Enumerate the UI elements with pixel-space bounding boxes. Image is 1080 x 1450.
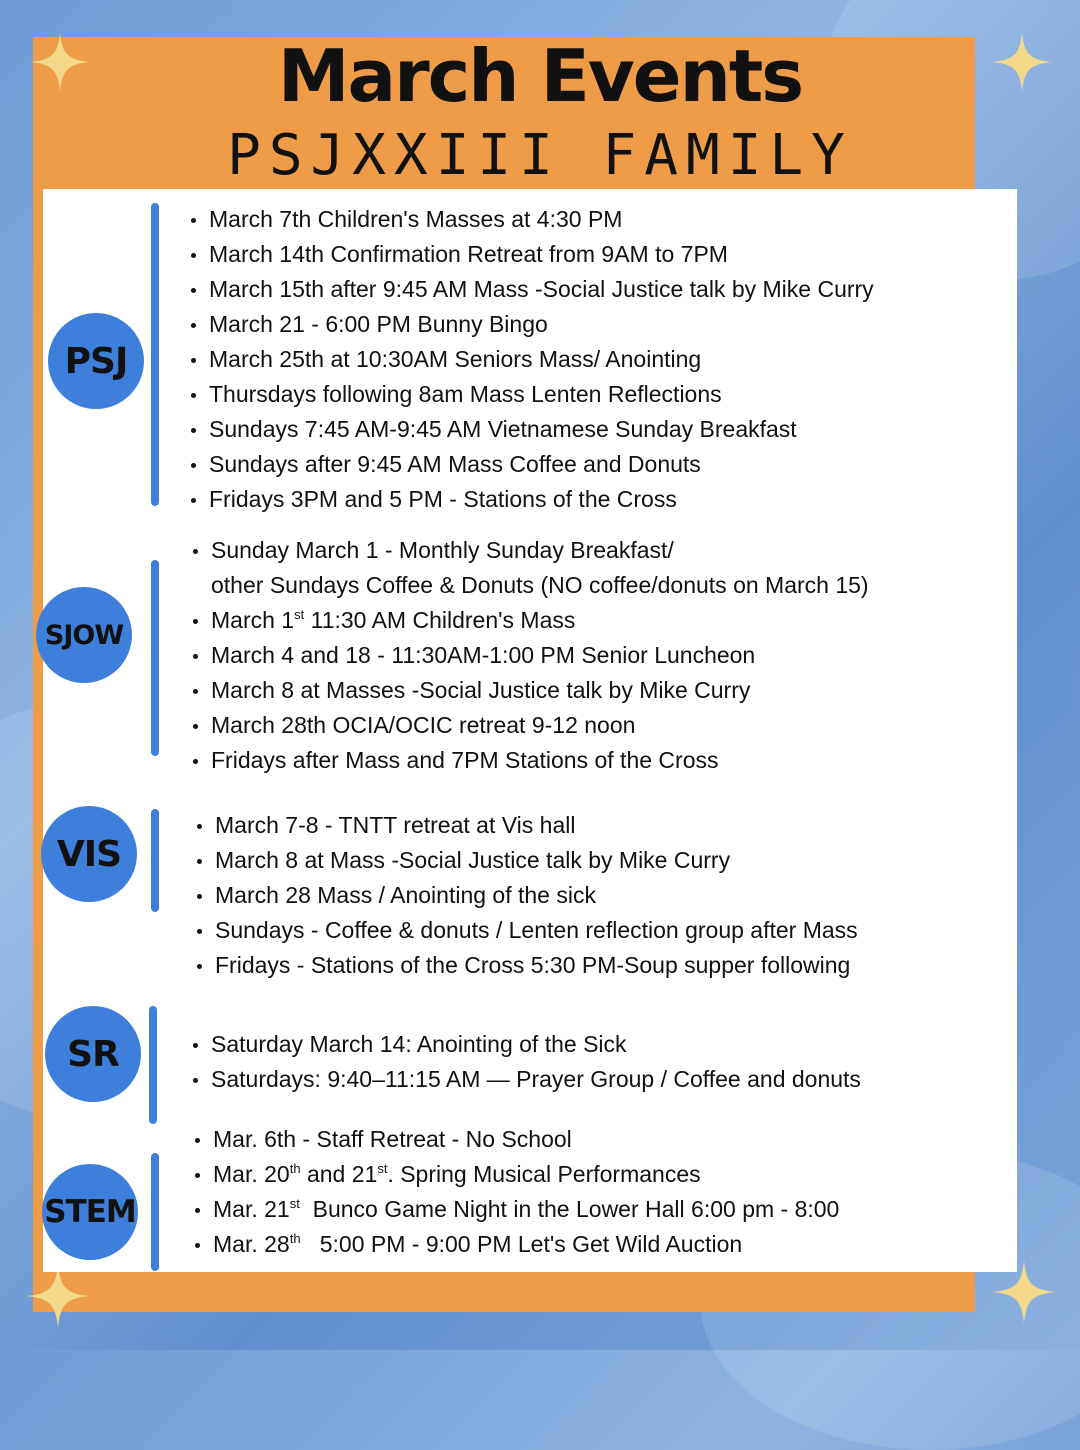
list-item: Fridays - Stations of the Cross 5:30 PM-Soup supper following — [197, 948, 858, 983]
list-item: Saturday March 14: Anointing of the Sick — [193, 1027, 861, 1062]
ordinal-suffix: th — [289, 1161, 301, 1176]
sparkle-star-icon — [24, 1262, 92, 1330]
event-text: . Spring Musical Performances — [387, 1161, 701, 1187]
section-divider — [151, 1153, 159, 1271]
list-item: March 14th Confirmation Retreat from 9AM to 7PM — [191, 237, 874, 272]
section-badge: SJOW — [36, 587, 132, 683]
list-item: Sundays after 9:45 AM Mass Coffee and Donuts — [191, 447, 874, 482]
list-item — [195, 1157, 839, 1192]
section-badge: PSJ — [48, 313, 144, 409]
list-item: March 28th OCIA/OCIC retreat 9-12 noon — [193, 708, 869, 743]
event-list — [197, 808, 858, 983]
list-item: Saturdays: 9:40–11:15 AM — Prayer Group / Coffee and donuts — [193, 1062, 861, 1097]
ordinal-suffix: st — [377, 1161, 388, 1176]
event-text: 11:30 AM Children's Mass — [310, 607, 576, 633]
list-item: Fridays 3PM and 5 PM - Stations of the Cross — [191, 482, 874, 517]
list-item: March 7-8 - TNTT retreat at Vis hall — [197, 808, 858, 843]
event-list — [191, 202, 874, 517]
page-title: March Events — [277, 34, 803, 118]
event-text: Mar. 20 — [213, 1161, 290, 1187]
list-item: March 4 and 18 - 11:30AM-1:00 PM Senior Luncheon — [193, 638, 869, 673]
list-item — [195, 1227, 839, 1262]
event-list — [193, 533, 869, 778]
list-item: Sundays 7:45 AM-9:45 AM Vietnamese Sunday Breakfast — [191, 412, 874, 447]
event-text: Mar. 21 — [213, 1196, 290, 1222]
list-item: Thursdays following 8am Mass Lenten Reflections — [191, 377, 874, 412]
list-item — [193, 603, 869, 638]
event-list — [195, 1122, 839, 1262]
section-badge: SR — [45, 1006, 141, 1102]
section-divider — [151, 203, 159, 506]
ordinal-suffix: st — [289, 1196, 300, 1211]
list-item: Sundays - Coffee & donuts / Lenten reflection group after Mass — [197, 913, 858, 948]
event-text: Bunco Game Night in the Lower Hall 6:00 pm - 8:00 — [312, 1196, 840, 1222]
list-item — [195, 1192, 839, 1227]
list-item: Sunday March 1 - Monthly Sunday Breakfast/ — [193, 533, 869, 568]
list-item: March 21 - 6:00 PM Bunny Bingo — [191, 307, 874, 342]
list-item: Fridays after Mass and 7PM Stations of the Cross — [193, 743, 869, 778]
list-item-continuation: other Sundays Coffee & Donuts (NO coffee/donuts on March 15) — [211, 572, 869, 598]
list-item: Mar. 6th - Staff Retreat - No School — [195, 1122, 839, 1157]
list-item: March 15th after 9:45 AM Mass -Social Justice talk by Mike Curry — [191, 272, 874, 307]
section-divider — [149, 1006, 157, 1124]
list-item: March 28 Mass / Anointing of the sick — [197, 878, 858, 913]
section-badge: VIS — [41, 806, 137, 902]
section-badge: STEM — [42, 1164, 138, 1260]
event-list — [193, 1027, 861, 1097]
ordinal-suffix: st — [294, 607, 305, 622]
page-subtitle: PSJXXIII FAMILY — [227, 123, 853, 188]
event-text: March 1 — [211, 607, 295, 633]
ordinal-suffix: th — [289, 1231, 301, 1246]
event-text: 5:00 PM - 9:00 PM Let's Get Wild Auction — [319, 1231, 743, 1257]
list-item: March 25th at 10:30AM Seniors Mass/ Anointing — [191, 342, 874, 377]
event-text: Mar. 28 — [213, 1231, 290, 1257]
list-item: March 8 at Mass -Social Justice talk by Mike Curry — [197, 843, 858, 878]
section-divider — [151, 809, 159, 912]
events-panel — [43, 189, 1017, 1272]
section-divider — [151, 560, 159, 756]
list-item: March 7th Children's Masses at 4:30 PM — [191, 202, 874, 237]
event-text: and 21 — [306, 1161, 378, 1187]
list-item: March 8 at Masses -Social Justice talk by Mike Curry — [193, 673, 869, 708]
